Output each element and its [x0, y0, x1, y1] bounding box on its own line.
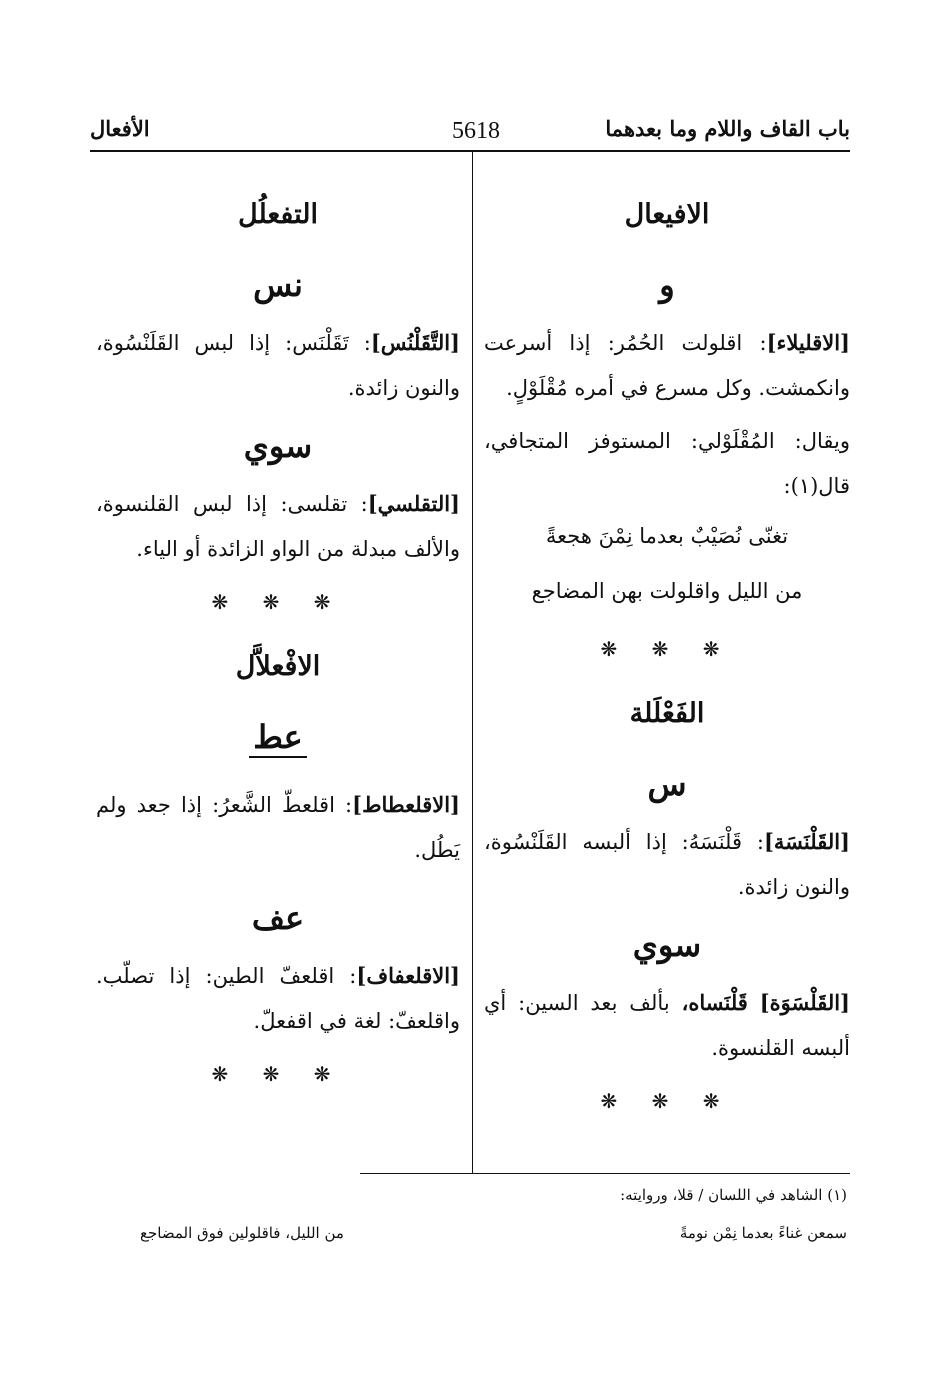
entry-paragraph — [96, 953, 460, 1044]
entry-paragraph — [484, 320, 850, 411]
section-separator: ❋ ❋ ❋ — [211, 1062, 345, 1086]
entry-text: : اقلولت الحُمُر: إذا أسرعت وانكمشت. وكل مسرع في أمره مُقْلَوْلٍ. — [484, 331, 850, 400]
entry-text: ويقال: المُقْلَوْلي: المستوفز المتجافي، قال(١): — [484, 429, 850, 498]
root-heading: عف — [251, 899, 305, 937]
section-heading: الفَعْلَلة — [629, 698, 705, 729]
verse-line: من الليل واقلولت بهن المضاجع — [531, 579, 803, 603]
section-heading: الافْعلاَّل — [235, 651, 321, 682]
root-heading: سوي — [243, 427, 313, 465]
entry-term: [القَلْسَوَة] — [759, 990, 850, 1015]
section-separator: ❋ ❋ ❋ — [600, 1089, 734, 1113]
entry-bold-word: قَلْنَساه، — [681, 990, 748, 1015]
entry-paragraph — [96, 481, 460, 572]
header-rule — [90, 150, 850, 152]
footnote-text: (١) الشاهد في اللسان / قلا، وروايته: — [620, 1186, 847, 1204]
section-separator: ❋ ❋ ❋ — [211, 590, 345, 614]
entry-term: [الاقلعطاط] — [352, 792, 460, 817]
root-heading: س — [647, 765, 687, 803]
footnote-verse-first-half: سمعن غناءً بعدما نِمْن نومةً — [679, 1224, 847, 1242]
entry-text: : قَلْنَسَهُ: إذا ألبسه القَلَنْسُوة، والنون زائدة. — [484, 830, 850, 899]
section-heading: التفعلُل — [238, 199, 318, 230]
right-column — [484, 180, 850, 1131]
entry-paragraph — [96, 320, 460, 411]
page-header — [90, 112, 850, 152]
page-number: 5618 — [452, 118, 500, 144]
entry-paragraph — [96, 782, 460, 873]
entry-term: [التَّقَلْنُس] — [370, 330, 460, 355]
entry-term: [الاقليلاء] — [766, 330, 850, 355]
column-divider — [472, 151, 473, 1173]
root-heading: سوي — [632, 926, 702, 964]
running-title-left: الأفعال — [90, 116, 150, 141]
entry-paragraph — [484, 419, 850, 509]
root-heading: نس — [253, 266, 303, 304]
section-separator: ❋ ❋ ❋ — [600, 637, 734, 661]
entry-term: [التقلسي] — [367, 491, 460, 516]
root-heading-text: عط — [249, 718, 306, 758]
entry-paragraph — [484, 980, 850, 1071]
entry-text: : تَقَلْنَس: إذا لبس القَلَنْسُوة، والنون زائدة. — [96, 331, 460, 400]
left-column — [96, 180, 460, 1104]
entry-term: [الاقلعفاف] — [356, 963, 460, 988]
root-heading — [96, 702, 460, 772]
entry-paragraph — [484, 819, 850, 910]
verse-line: تغنّى نُصَيْبٌ بعدما نِمْنَ هجعةً — [545, 524, 789, 548]
entry-text: : تقلسى: إذا لبس القلنسوة، والألف مبدلة من الواو الزائدة أو الياء. — [96, 492, 460, 561]
entry-term: [القَلْنَسَة] — [763, 829, 850, 854]
section-heading: الافيعال — [624, 199, 710, 230]
footnote-verse-second-half: من الليل، فاقلولين فوق المضاجع — [140, 1224, 344, 1242]
entry-text: : اقلعطّ الشَّعرُ: إذا جعد ولم يَطُل. — [96, 793, 460, 862]
root-heading: و — [659, 266, 675, 304]
entry-text: بألف بعد السين: أي ألبسه القلنسوة. — [484, 991, 850, 1060]
entry-text: : اقلعفّ الطين: إذا تصلّب. واقلعفّ: لغة في اقفعلّ. — [96, 964, 460, 1033]
footnote-rule — [360, 1173, 850, 1174]
running-title-right: باب القاف واللام وما بعدهما — [605, 116, 850, 141]
